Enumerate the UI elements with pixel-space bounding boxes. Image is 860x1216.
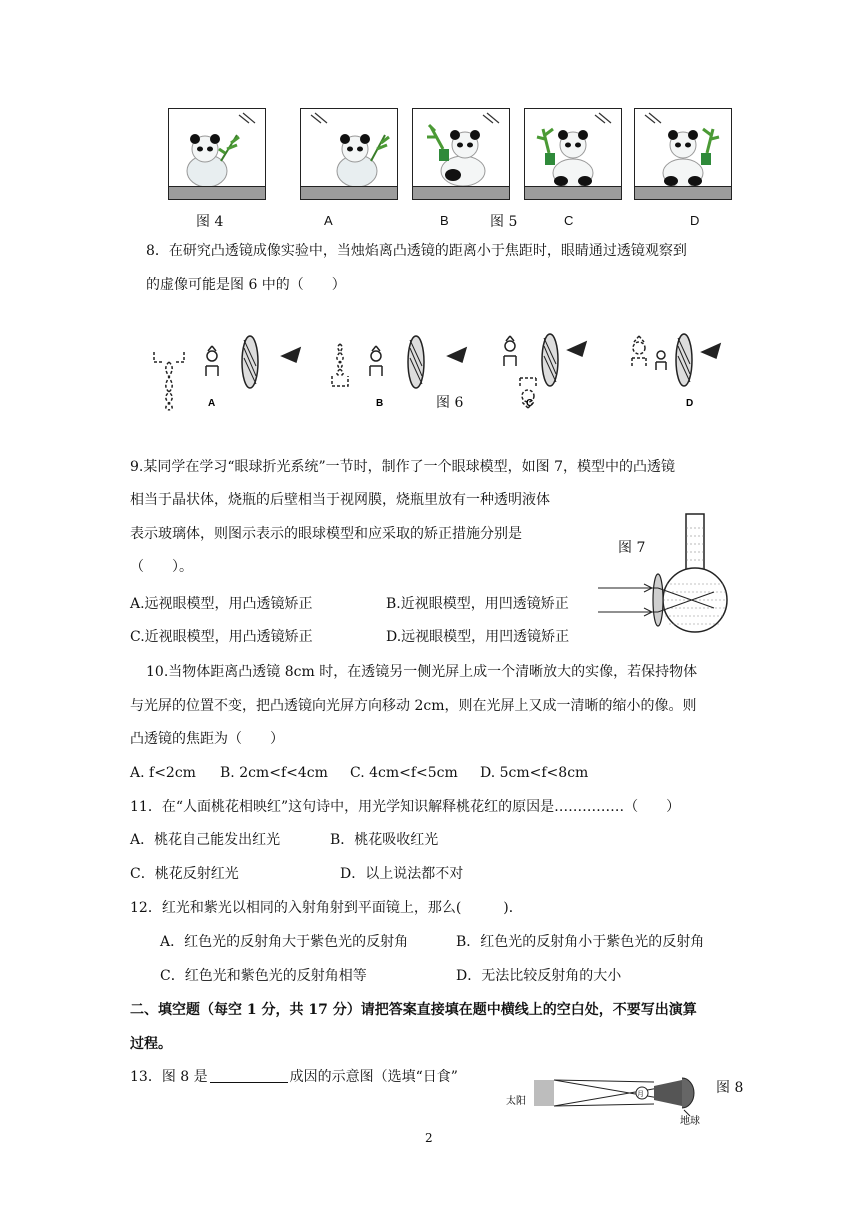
question-10-option-a: A. f<2cm: [130, 765, 196, 781]
ground-strip: [301, 186, 397, 199]
question-9-option-a: A.远视眼模型，用凸透镜矫正: [130, 596, 313, 612]
ground-strip: [525, 186, 621, 199]
question-10-option-b: B. 2cm<f<4cm: [220, 765, 328, 781]
figure-5-option-d-panel: [634, 108, 732, 200]
question-11-line-1: 11．在“人面桃花相映红”这句诗中，用光学知识解释桃花红的原因是……………（ ）: [130, 799, 681, 815]
figure-5-option-a-label: A: [324, 213, 333, 228]
question-11-option-d: D．以上说法都不对: [340, 866, 464, 882]
figure-6-option-a-label: A: [208, 398, 216, 409]
question-10-line-3: 凸透镜的焦距为（ ）: [130, 731, 284, 747]
figure-5-option-d-label: D: [690, 213, 700, 228]
figure-6-option-d: [632, 334, 720, 386]
figure-6-label: 图 6: [436, 395, 464, 411]
section-2-heading-line-2: 过程。: [130, 1036, 172, 1052]
figure-6-option-b: [332, 336, 466, 388]
figure-8-earth-label: 地球: [680, 1116, 700, 1127]
figure-8-label: 图 8: [716, 1080, 744, 1096]
figure-8-moon-label: 月: [637, 1090, 644, 1098]
question-12-option-d: D．无法比较反射角的大小: [456, 968, 622, 984]
question-12-option-a: A．红色光的反射角大于紫色光的反射角: [160, 934, 409, 950]
question-9-option-d: D.远视眼模型，用凹透镜矫正: [386, 629, 570, 645]
question-9-line-2: 相当于晶状体，烧瓶的后壁相当于视网膜，烧瓶里放有一种透明液体: [130, 492, 550, 508]
question-12-option-b: B．红色光的反射角小于紫色光的反射角: [456, 934, 705, 950]
figure-6-option-c-label: C: [526, 398, 534, 409]
figure-6-option-d-label: D: [686, 398, 694, 409]
question-10-line-2: 与光屏的位置不变，把凸透镜向光屏方向移动 2cm，则在光屏上又成一清晰的缩小的像。则: [130, 698, 697, 714]
question-8-line-2: 的虚像可能是图 6 中的（ ）: [146, 277, 346, 293]
question-12-option-c: C．红色光和紫色光的反射角相等: [160, 968, 367, 984]
question-13-suffix: 成因的示意图（选填“日食”: [289, 1069, 458, 1085]
figure-4-panel: [168, 108, 266, 200]
figure-5-option-b-panel: [412, 108, 510, 200]
figure-5-option-c-label: C: [564, 213, 574, 228]
question-10-line-1: 10.当物体距离凸透镜 8cm 时，在透镜另一侧光屏上成一个清晰放大的实像，若保持物体: [146, 664, 698, 680]
figure-6-option-c: [504, 334, 586, 408]
figure-6-option-a: [154, 336, 300, 410]
question-13-prefix: 13．图 8 是: [130, 1069, 208, 1085]
page-number: 2: [425, 1131, 433, 1145]
question-11-option-b: B．桃花吸收红光: [330, 832, 439, 848]
figure-4-label: 图 4: [196, 214, 224, 230]
ground-strip: [169, 186, 265, 199]
figure-5-option-a-panel: [300, 108, 398, 200]
question-11-option-a: A．桃花自己能发出红光: [130, 832, 281, 848]
question-12-line-1: 12．红光和紫光以相同的入射角射到平面镜上，那么( )．: [130, 900, 523, 916]
question-10-option-c: C. 4cm<f<5cm: [350, 765, 458, 781]
figure-5-option-c-panel: [524, 108, 622, 200]
figure-7-eye-model: [596, 512, 732, 632]
figure-5-label: 图 5: [490, 214, 518, 230]
figure-6-option-b-label: B: [376, 398, 384, 409]
question-11-option-c: C．桃花反射红光: [130, 866, 239, 882]
figure-6-diagram: [140, 318, 730, 414]
question-9-line-1: 9.某同学在学习“眼球折光系统”一节时，制作了一个眼球模型，如图 7，模型中的凸透镜: [130, 459, 676, 475]
question-9-option-b: B.近视眼模型，用凹透镜矫正: [386, 596, 569, 612]
question-9-option-c: C.近视眼模型，用凸透镜矫正: [130, 629, 313, 645]
question-9-line-4: （ ）。: [130, 559, 193, 575]
question-10-option-d: D. 5cm<f<8cm: [480, 765, 589, 781]
figure-8-sun-label: 太阳: [506, 1096, 526, 1107]
ground-strip: [635, 186, 731, 199]
question-9-line-3: 表示玻璃体，则图示表示的眼球模型和应采取的矫正措施分别是: [130, 526, 522, 542]
answer-blank: [210, 1068, 288, 1083]
question-8-line-1: 8．在研究凸透镜成像实验中，当烛焰离凸透镜的距离小于焦距时，眼睛通过透镜观察到: [146, 243, 687, 259]
figure-7-label: 图 7: [618, 540, 646, 556]
figure-8-eclipse-diagram: [504, 1074, 734, 1126]
section-2-heading-line-1: 二、填空题（每空 1 分，共 17 分）请把答案直接填在题中横线上的空白处，不要写出演算: [130, 1002, 697, 1018]
ground-strip: [413, 186, 509, 199]
question-13-line-1: [130, 1067, 458, 1087]
figure-5-option-b-label: B: [440, 213, 449, 228]
